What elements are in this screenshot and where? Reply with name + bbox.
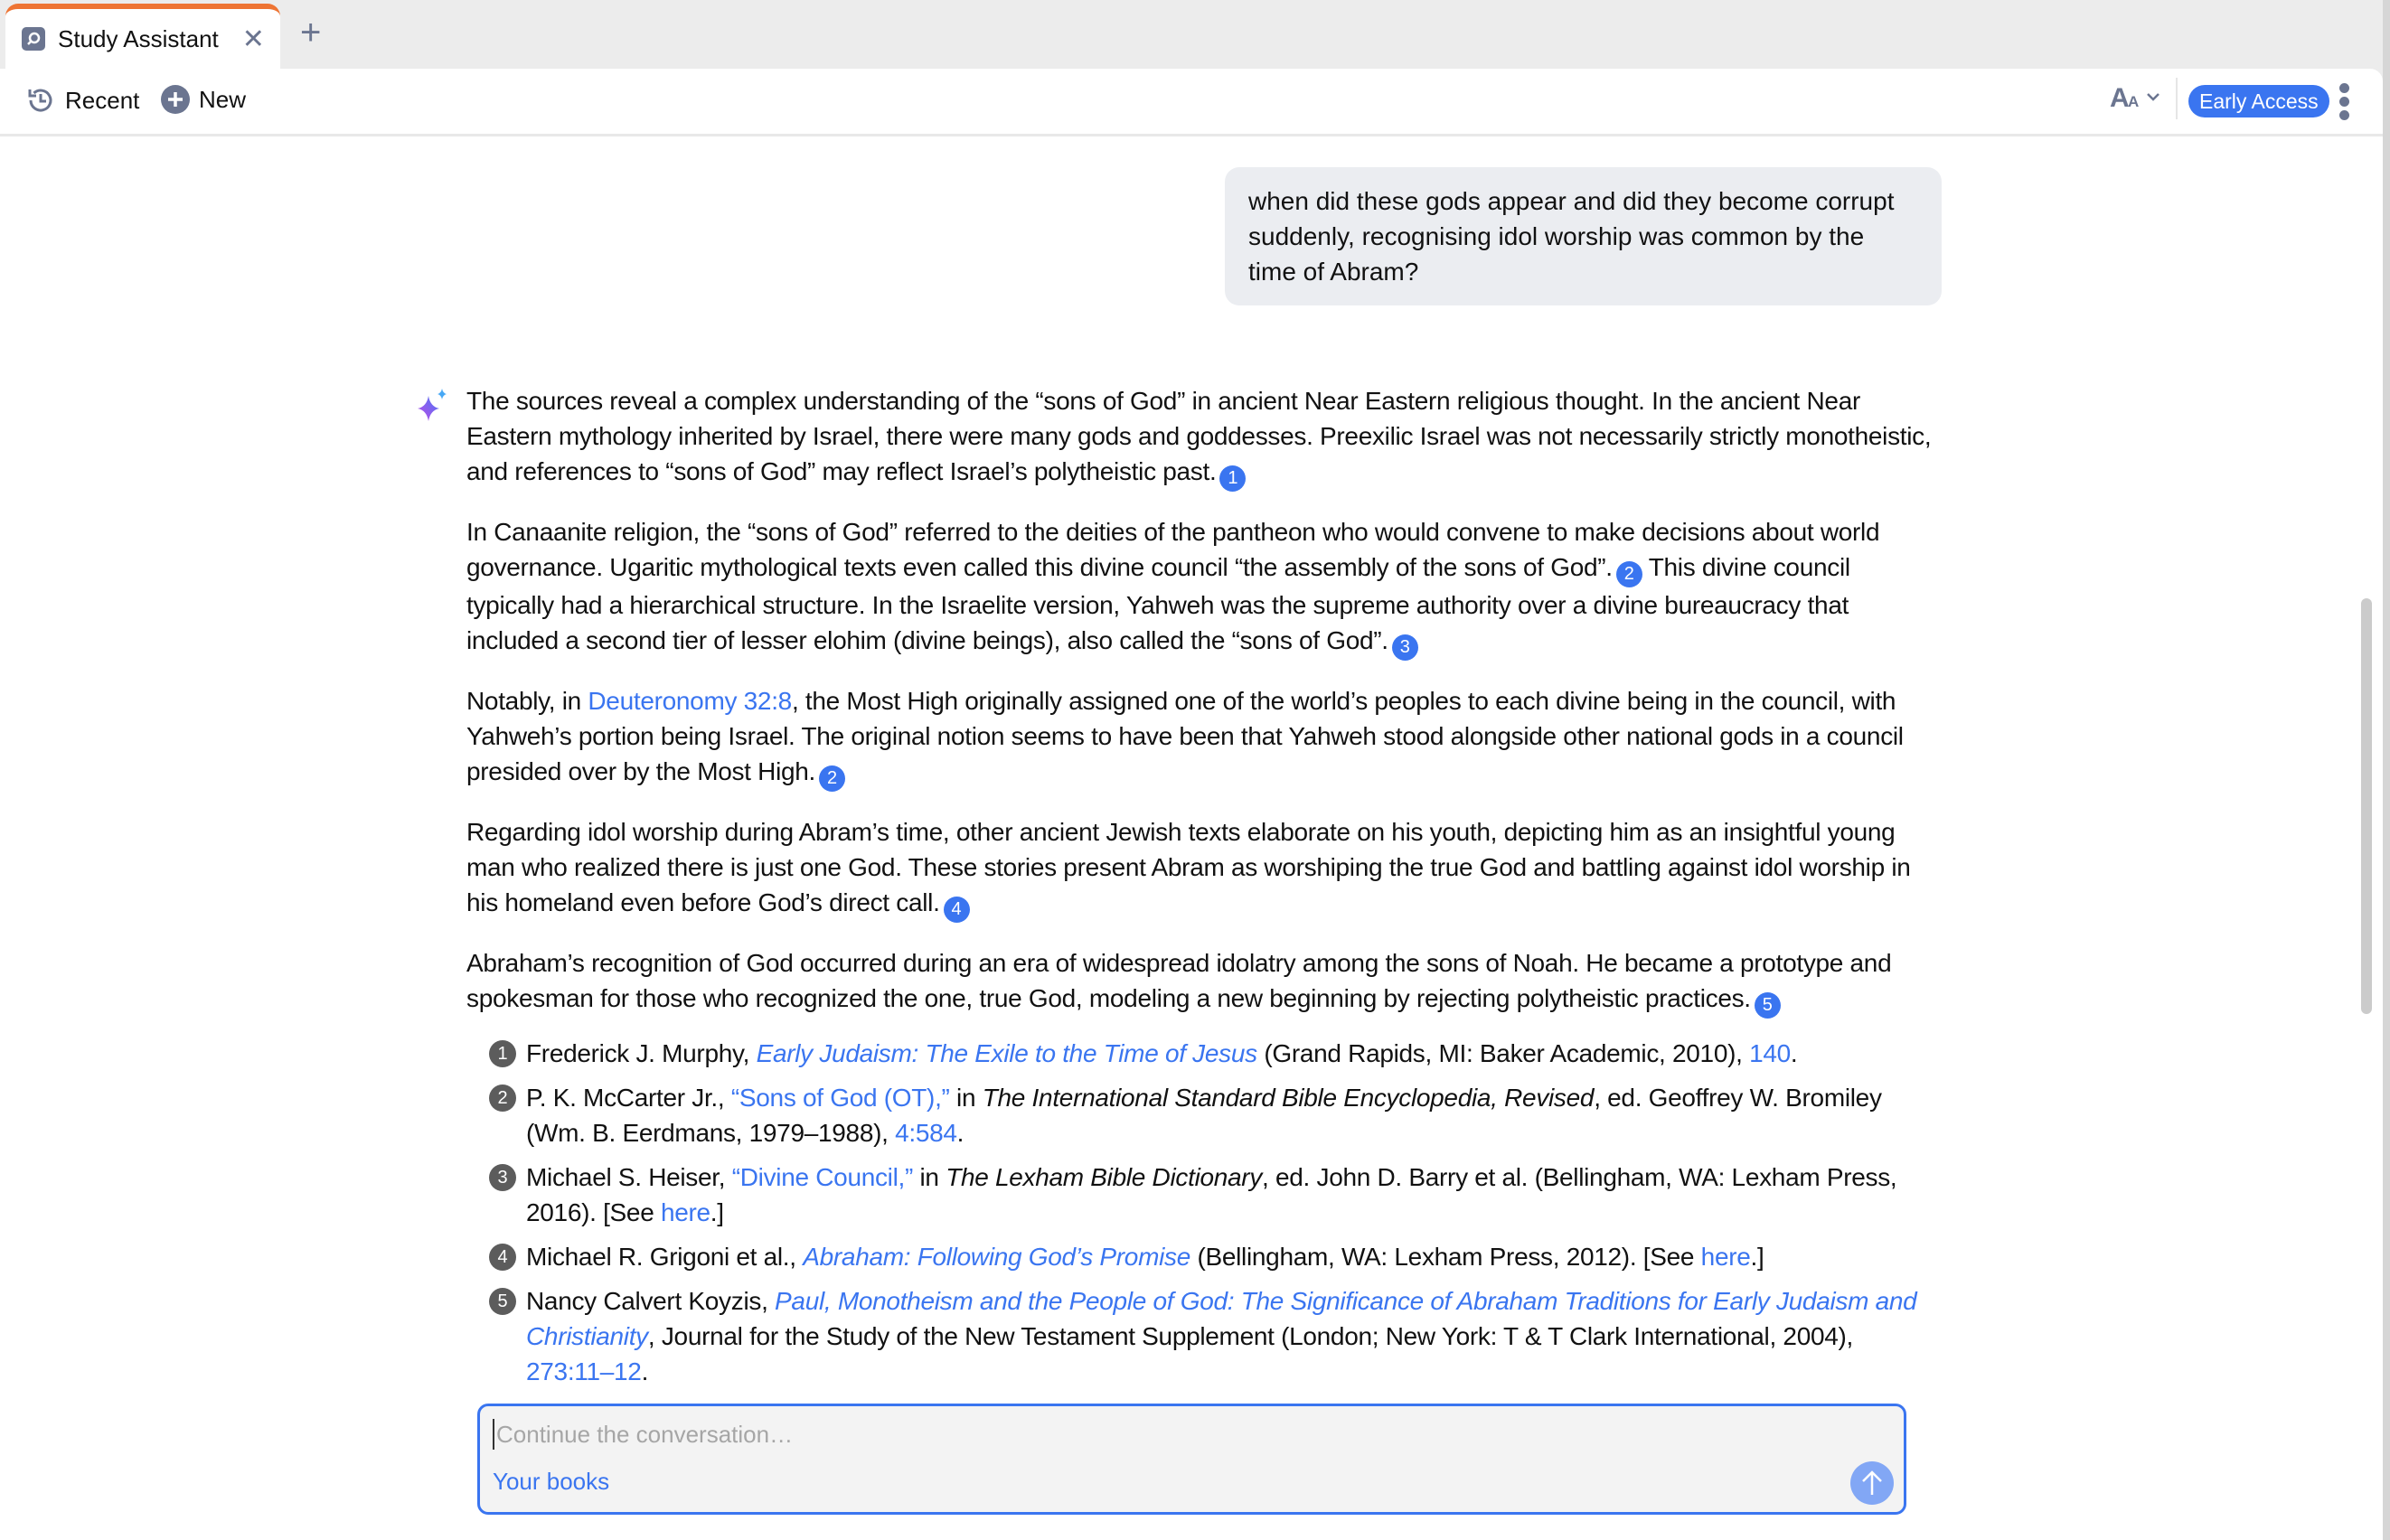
text-segment: . bbox=[1790, 1039, 1798, 1067]
footnote-number: 1 bbox=[489, 1040, 516, 1067]
reference-link[interactable]: here bbox=[660, 1198, 710, 1226]
text-segment: .] bbox=[1750, 1243, 1764, 1271]
arrow-up-icon bbox=[1860, 1470, 1884, 1497]
footnotes-list bbox=[466, 1036, 1940, 1389]
recent-label: Recent bbox=[65, 86, 140, 114]
text-segment: Regarding idol worship during Abram’s time, other ancient Jewish texts elaborate on his youth, depicting him as an insightful young man who realized there is just one God. These stories present Abram as worshiping the true God and battling against idol worship in his homeland even before God’s direct call. bbox=[466, 818, 1911, 916]
footnote-item bbox=[466, 1283, 1940, 1389]
study-assistant-icon bbox=[22, 27, 45, 51]
toolbar bbox=[0, 69, 2383, 136]
citation-badge[interactable]: 4 bbox=[944, 897, 970, 923]
window-edge bbox=[2383, 0, 2390, 1540]
footnote-item bbox=[466, 1160, 1940, 1230]
scrollbar-thumb[interactable] bbox=[2361, 598, 2372, 1014]
tab-title: Study Assistant bbox=[58, 24, 219, 52]
font-size-icon bbox=[2110, 83, 2141, 110]
reference-link[interactable]: 140 bbox=[1749, 1039, 1791, 1067]
citation-badge[interactable]: 5 bbox=[1755, 992, 1781, 1019]
response-paragraph bbox=[466, 945, 1940, 1019]
citation-badge[interactable]: 2 bbox=[819, 765, 845, 792]
book-title-link[interactable]: Abraham: Following God’s Promise bbox=[803, 1243, 1190, 1271]
book-title-link[interactable]: Early Judaism: The Exile to the Time of Jesus bbox=[756, 1039, 1257, 1067]
your-books-link[interactable]: Your books bbox=[493, 1468, 610, 1495]
tab-study-assistant[interactable] bbox=[5, 4, 280, 69]
text-segment: .] bbox=[710, 1198, 724, 1226]
text-segment: Abraham’s recognition of God occurred during an era of widespread idolatry among the sons of Noah. He became a prototype and spokesman for those who recognized the one, true God, modeling a new beginning by rejecting polytheistic practices. bbox=[466, 949, 1892, 1012]
new-label: New bbox=[199, 85, 247, 113]
text-segment: , Journal for the Study of the New Testament Supplement (London; New York: T & T Clark International, 2004), bbox=[647, 1322, 1854, 1350]
svg-text:A: A bbox=[2128, 93, 2140, 110]
text-segment: This divine council typically had a hierarchical structure. In the Israelite version, Yahweh was the supreme authority over a divine bureaucracy that included a second tier of lesser elohim (divine beings), also called the “sons of God”. bbox=[466, 553, 1850, 654]
footnote-item bbox=[466, 1239, 1940, 1274]
text-segment: . bbox=[956, 1119, 964, 1147]
reference-link[interactable]: here bbox=[1700, 1243, 1751, 1271]
reference-link[interactable]: 4:584 bbox=[895, 1119, 957, 1147]
footnote-item bbox=[466, 1036, 1940, 1071]
main-content bbox=[0, 69, 2383, 1540]
text-segment: Notably, in bbox=[466, 687, 588, 715]
response-paragraph bbox=[466, 514, 1940, 661]
tab-bar bbox=[0, 0, 2383, 69]
reference-link[interactable]: 273:11–12 bbox=[526, 1357, 642, 1385]
text-segment: in bbox=[949, 1084, 983, 1112]
reference-link[interactable]: Deuteronomy 32:8 bbox=[588, 687, 792, 715]
citation-badge[interactable]: 3 bbox=[1392, 634, 1418, 661]
footnote-number: 5 bbox=[489, 1288, 516, 1315]
book-title-link[interactable]: Paul, Monotheism and the People of God: The Significance of Abraham Traditions for Early Judaism and Christianity bbox=[526, 1287, 1917, 1350]
more-options-icon[interactable] bbox=[2339, 83, 2350, 120]
text-segment: (Bellingham, WA: Lexham Press, 2012). [See bbox=[1190, 1243, 1701, 1271]
text-segment: . bbox=[641, 1357, 649, 1385]
footnote-number: 2 bbox=[489, 1085, 516, 1112]
ai-sparkle-icon bbox=[414, 387, 450, 423]
send-button[interactable] bbox=[1850, 1461, 1894, 1505]
conversation-input[interactable] bbox=[477, 1404, 1906, 1515]
assistant-response bbox=[466, 383, 1940, 1398]
svg-text:A: A bbox=[2110, 83, 2130, 110]
text-segment: Nancy Calvert Koyzis, bbox=[526, 1287, 776, 1315]
close-tab-icon[interactable]: ✕ bbox=[241, 23, 265, 54]
text-segment: , ed. Geoffrey W. Bromiley (Wm. B. Eerdmans, 1979–1988), bbox=[526, 1084, 1882, 1147]
text-segment: The sources reveal a complex understanding of the “sons of God” in ancient Near Eastern religious thought. In the ancient Near Eastern mythology inherited by Israel, there were many gods and goddesses. Preexilic Israel was not necessarily strictly monotheistic, and references to “sons of God” may reflect Israel’s polytheistic past. bbox=[466, 387, 1932, 485]
toolbar-divider bbox=[2176, 78, 2178, 119]
recent-button[interactable] bbox=[25, 85, 139, 116]
history-icon bbox=[25, 85, 56, 116]
chevron-down-icon bbox=[2146, 91, 2160, 102]
text-segment: Frederick J. Murphy, bbox=[526, 1039, 757, 1067]
book-title: The Lexham Bible Dictionary bbox=[946, 1163, 1263, 1191]
text-segment: P. K. McCarter Jr., bbox=[526, 1084, 731, 1112]
text-segment: Michael R. Grigoni et al., bbox=[526, 1243, 804, 1271]
text-segment: (Grand Rapids, MI: Baker Academic, 2010), bbox=[1256, 1039, 1750, 1067]
response-paragraph bbox=[466, 383, 1940, 492]
text-segment: in bbox=[913, 1163, 946, 1191]
text-segment: In Canaanite religion, the “sons of God” referred to the deities of the pantheon who would convene to make decisions about world governance. Ugaritic mythological texts even called this divine council “the assembly of the sons of God”. bbox=[466, 518, 1880, 581]
response-paragraph bbox=[466, 683, 1940, 792]
citation-badge[interactable]: 1 bbox=[1219, 465, 1246, 492]
reference-link[interactable]: “Sons of God (OT),” bbox=[730, 1084, 950, 1112]
text-segment: Michael S. Heiser, bbox=[526, 1163, 732, 1191]
citation-badge[interactable]: 2 bbox=[1616, 561, 1642, 587]
footnote-number: 3 bbox=[489, 1164, 516, 1191]
plus-circle-icon bbox=[161, 85, 190, 114]
reference-link[interactable]: “Divine Council,” bbox=[731, 1163, 914, 1191]
new-tab-icon[interactable]: + bbox=[300, 13, 322, 52]
footnote-number: 4 bbox=[489, 1244, 516, 1271]
book-title: The International Standard Bible Encyclopedia, Revised bbox=[982, 1084, 1595, 1112]
early-access-badge[interactable]: Early Access bbox=[2188, 85, 2329, 117]
font-size-button[interactable] bbox=[2110, 83, 2160, 110]
response-paragraph bbox=[466, 814, 1940, 923]
footnote-item bbox=[466, 1080, 1940, 1150]
new-button[interactable] bbox=[161, 85, 246, 114]
text-segment: , ed. John D. Barry et al. (Bellingham, WA: Lexham Press, 2016). [See bbox=[526, 1163, 1897, 1226]
conversation-input-placeholder[interactable]: Continue the conversation… bbox=[493, 1419, 793, 1450]
text-segment: , the Most High originally assigned one of the world’s peoples to each divine being in the council, with Yahweh’s portion being Israel. The original notion seems to have been that Yahweh stood alongside other national gods in a council presided over by the Most High. bbox=[466, 687, 1904, 785]
user-message-bubble: when did these gods appear and did they become corrupt suddenly, recognising idol worship was common by the time of Abram? bbox=[1225, 167, 1942, 305]
